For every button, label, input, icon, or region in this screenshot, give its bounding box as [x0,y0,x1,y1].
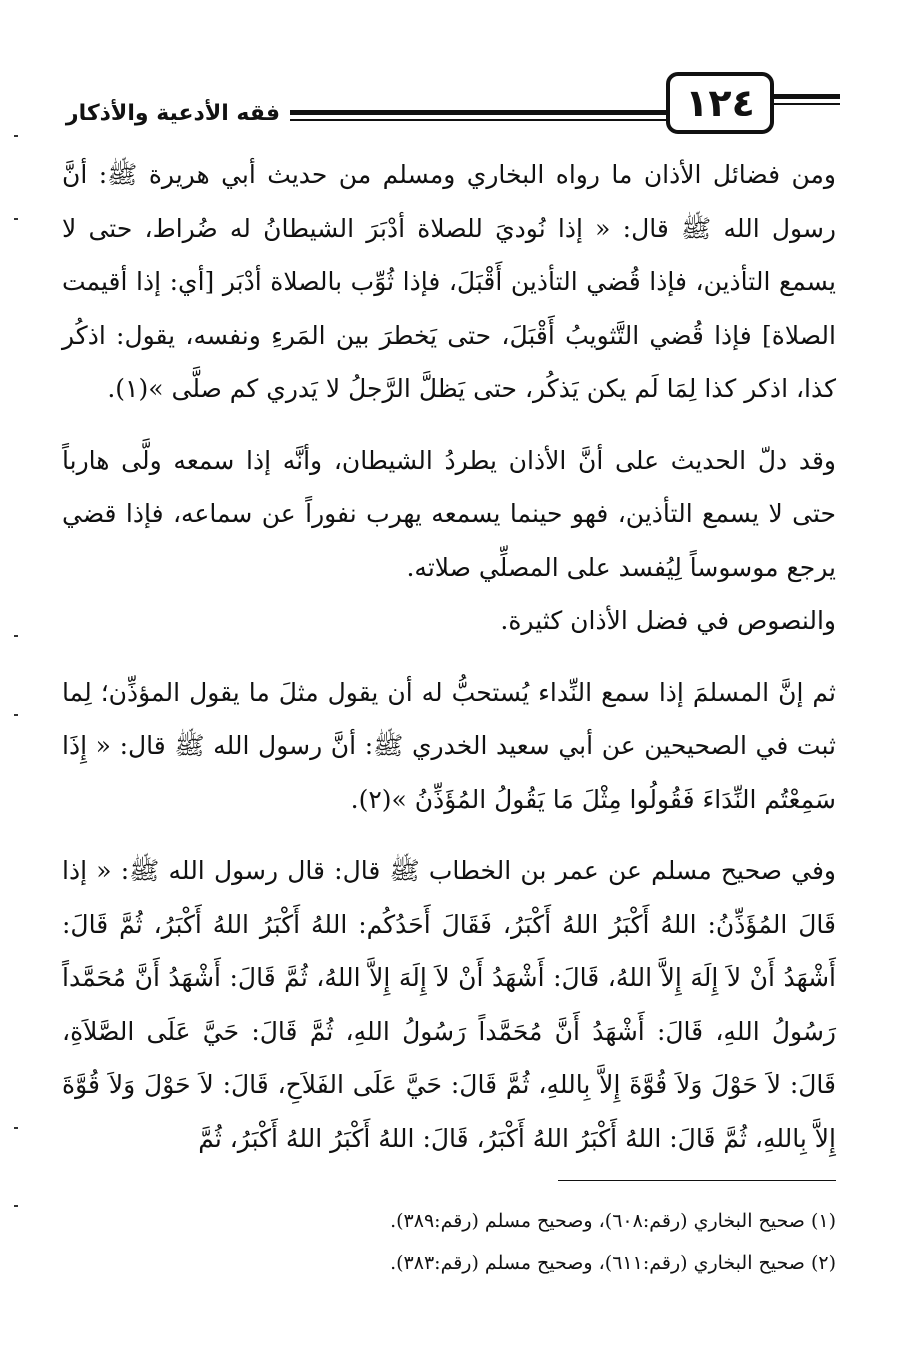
margin-mark [14,218,18,220]
page-number: ١٢٤ [666,72,774,134]
page-header [60,72,840,132]
book-title: فقه الأدعية والأذكار [65,101,280,126]
main-text [62,148,836,1165]
margin-mark [14,1127,18,1129]
margin-mark [14,635,18,637]
footnote-divider [558,1180,836,1181]
paragraph: والنصوص في فضل الأذان كثيرة. [500,606,836,635]
header-rule [290,110,690,115]
margin-mark [14,1205,18,1207]
paragraph: وقد دلّ الحديث على أنَّ الأذان يطردُ الشيطان، وأنَّه إذا سمعه ولَّى هارباً حتى لا يسمع التأذين، فهو حينما يسمعه يهرب نفوراً عن سماعه، فإذا قضي يرجع موسوساً لِيُفسد على المصلِّي صلاته. [62,445,836,582]
paragraph: ثم إنَّ المسلمَ إذا سمع النِّداء يُستحبُّ له أن يقول مثلَ ما يقول المؤذِّن؛ لِما ثبت في الصحيحين عن أبي سعيد الخدري ﷺ: أنَّ رسول الله ﷺ قال: « إِذَا سَمِعْتُم النِّدَاءَ فَقُولُوا مِثْلَ مَا يَقُولُ المُؤَذِّنُ »(٢). [62,677,836,814]
footnote: (١) صحيح البخاري (رقم:٦٠٨)، وصحيح مسلم (رقم:٣٨٩). [390,1210,836,1232]
footnote: (٢) صحيح البخاري (رقم:٦١١)، وصحيح مسلم (رقم:٣٨٣). [390,1252,836,1274]
paragraph: ومن فضائل الأذان ما رواه البخاري ومسلم من حديث أبي هريرة ﷺ: أنَّ رسول الله ﷺ قال: « إذا نُوديَ للصلاة أدْبَرَ الشيطانُ له ضُراط، حتى لا يسمع التأذين، فإذا قُضي التأذين أَقْبَلَ، فإذا ثُوِّب بالصلاة أدْبَر [أي: إذا أقيمت الصلاة] فإذا قُضي التَّثويبُ أَقْبَلَ، حتى يَخطرَ بين المَرءِ ونفسه، يقول: اذكُر كذا، اذكر كذا لِمَا لَم يكن يَذكُر، حتى يَظلَّ الرَّجلُ لا يَدري كم صلَّى »(١). [62,160,836,403]
header-rule [290,119,690,121]
margin-mark [14,135,18,137]
paragraph: وفي صحيح مسلم عن عمر بن الخطاب ﷺ قال: قال رسول الله ﷺ: « إذا قَالَ المُؤَذِّنُ: اللهُ أَكْبَرُ اللهُ أَكْبَرُ، فَقَالَ أَحَدُكُم: اللهُ أَكْبَرُ اللهُ أَكْبَرُ، ثُمَّ قَالَ: أَشْهَدُ أَنْ لاَ إِلَهَ إِلاَّ اللهُ، قَالَ: أَشْهَدُ أَنْ لاَ إِلَهَ إِلاَّ اللهُ، ثُمَّ قَالَ: أَشْهَدُ أَنَّ مُحَمَّداً رَسُولُ اللهِ، قَالَ: أَشْهَدُ أَنَّ مُحَمَّداً رَسُولُ اللهِ، ثُمَّ قَالَ: حَيَّ عَلَى الصَّلاَةِ، قَالَ: لاَ حَوْلَ وَلاَ قُوَّةَ إِلاَّ بِاللهِ، ثُمَّ قَالَ: حَيَّ عَلَى الفَلاَحِ، قَالَ: لاَ حَوْلَ وَلاَ قُوَّةَ إِلاَّ بِاللهِ، ثُمَّ قَالَ: اللهُ أَكْبَرُ اللهُ أَكْبَرُ، قَالَ: اللهُ أَكْبَرُ اللهُ أَكْبَرُ، ثُمَّ [62,856,836,1153]
footnotes [62,1200,836,1284]
margin-mark [14,714,18,716]
